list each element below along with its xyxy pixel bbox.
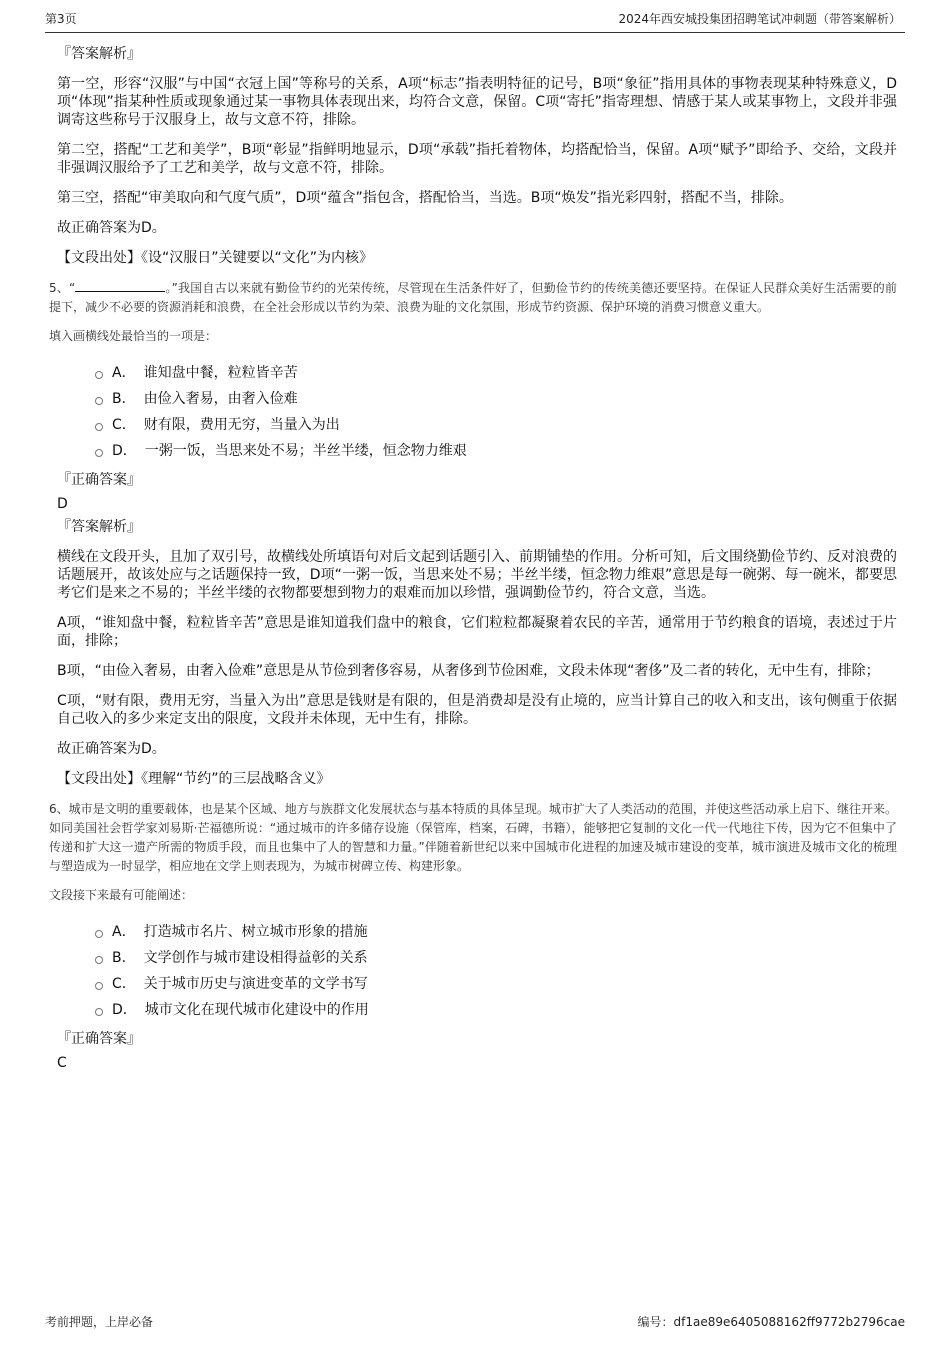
q4-explain-para-1: 第一空，形容“汉服”与中国“衣冠上国”等称号的关系，A项“标志”指表明特征的记号，B项“象征”指用具体的事物表现某种特殊意义，D项“体现”指某种性质或现象通过某一事物具体表现出来，均符合文意，保留。C项“寄托”指寄理想、情感于某人或某事物上，文段并非强调寄这些称号于汉服身上，故与文意不符，排除。 xyxy=(57,76,897,128)
q6-option-a[interactable]: A． 打造城市名片、树立城市形象的措施 xyxy=(95,919,897,945)
radio-icon[interactable] xyxy=(95,956,103,964)
q5-stem xyxy=(49,279,897,317)
q4-source: 【文段出处】《设“汉服日”关键要以“文化”为内核》 xyxy=(57,250,374,266)
radio-icon[interactable] xyxy=(95,397,103,405)
q4-explain-para-3: 第三空，搭配“审美取向和气度气质”，D项“蕴含”指包含，搭配恰当，当选。B项“焕发”指光彩四射，搭配不当，排除。 xyxy=(57,190,793,206)
document-title: 2024年西安城投集团招聘笔试冲刺题（带答案解析） xyxy=(618,12,901,26)
q5-stem-text: 。”我国自古以来就有勤俭节约的光荣传统，尽管现在生活条件好了，但勤俭节约的传统美德还要坚持。在保证人民群众美好生活需要的前提下，减少不必要的资源消耗和浪费，在全社会形成以节约为荣、浪费为耻的文化氛围，形成节约资源、保护环境的消费习惯意义重大。 xyxy=(49,281,897,314)
radio-icon[interactable] xyxy=(95,371,103,379)
q5-option-c[interactable]: C． 财有限，费用无穷，当量入为出 xyxy=(95,412,897,438)
q6-option-b[interactable]: B． 文学创作与城市建设相得益彰的关系 xyxy=(95,945,897,971)
q5-answer-label: 『正确答案』 xyxy=(57,472,141,488)
q5-answer: D xyxy=(57,496,68,512)
q5-explain-label: 『答案解析』 xyxy=(57,519,141,535)
q5-source: 【文段出处】《理解“节约”的三层战略含义》 xyxy=(57,771,331,787)
q6-stem: 6、城市是文明的重要载体，也是某个区域、地方与族群文化发展状态与基本特质的具体呈现。城市扩大了人类活动的范围，并使这些活动承上启下、继往开来。如同美国社会哲学家刘易斯·芒福德所说：“通过城市的许多储存设施（保管库，档案，石碑，书籍），能够把它复制的文化一代一代地往下传，因为它不但集中了传递和扩大这一遗产所需的物质手段，而且也集中了人的智慧和力量。”伴随着新世纪以来中国城市化进程的加速及城市建设的变革，城市演进及城市文化的梳理与塑造成为一时显学，相应地在文学上则表现为，为城市树碑立传、构建形象。 xyxy=(49,802,897,873)
q5-prompt: 填入画横线处最恰当的一项是： xyxy=(49,329,218,343)
q6-answer: C xyxy=(57,1055,67,1071)
q6-option-c[interactable]: C． 关于城市历史与演进变革的文学书写 xyxy=(95,971,897,997)
q5-options xyxy=(95,360,897,464)
page-number: 第3页 xyxy=(45,12,77,26)
q4-explain-label: 『答案解析』 xyxy=(57,46,141,62)
q5-explain-para-2: A项，“谁知盘中餐，粒粒皆辛苦”意思是谁知道我们盘中的粮食，它们粒粒都凝聚着农民的辛苦，通常用于节约粮食的语境，表述过于片面，排除； xyxy=(57,615,897,649)
q5-option-a[interactable]: A． 谁知盘中餐，粒粒皆辛苦 xyxy=(95,360,897,386)
radio-icon[interactable] xyxy=(95,423,103,431)
q5-option-b[interactable]: B． 由俭入奢易，由奢入俭难 xyxy=(95,386,897,412)
page-content xyxy=(49,45,897,1077)
q6-prompt: 文段接下来最有可能阐述： xyxy=(49,888,194,902)
q5-option-d[interactable]: D． 一粥一饭，当思来处不易；半丝半缕，恒念物力维艰 xyxy=(95,438,897,464)
q6-options xyxy=(95,919,897,1023)
q5-explain-para-4: C项，“财有限，费用无穷，当量入为出”意思是钱财是有限的，但是消费却是没有止境的，应当计算自己的收入和支出，该句侧重于依据自己收入的多少来定支出的限度，文段并未体现，无中生有，排除。 xyxy=(57,693,897,727)
q5-number: 5、 xyxy=(49,281,70,295)
radio-icon[interactable] xyxy=(95,982,103,990)
page-footer xyxy=(45,1312,905,1332)
q4-explain-conclusion: 故正确答案为D。 xyxy=(57,220,166,236)
q6-answer-label: 『正确答案』 xyxy=(57,1031,141,1047)
q6-option-d[interactable]: D． 城市文化在现代城市化建设中的作用 xyxy=(95,997,897,1023)
q5-open-quote: “ xyxy=(69,281,76,295)
radio-icon[interactable] xyxy=(95,449,103,457)
footer-note: 考前押题，上岸必备 xyxy=(45,1315,154,1329)
q5-explain-conclusion: 故正确答案为D。 xyxy=(57,741,166,757)
q4-explain-para-2: 第二空，搭配“工艺和美学”，B项“彰显”指鲜明地显示，D项“承载”指托着物体，均搭配恰当，保留。A项“赋予”即给予、交给，文段并非强调汉服给予了工艺和美学，故与文意不符，排除。 xyxy=(57,142,897,176)
page-header xyxy=(45,9,905,33)
q5-blank xyxy=(75,279,165,292)
q5-explain-para-3: B项，“由俭入奢易，由奢入俭难”意思是从节俭到奢侈容易，从奢侈到节俭困难，文段未体现“奢侈”及二者的转化，无中生有，排除； xyxy=(57,663,880,679)
radio-icon[interactable] xyxy=(95,930,103,938)
radio-icon[interactable] xyxy=(95,1008,103,1016)
q5-explain-para-1: 横线在文段开头，且加了双引号，故横线处所填语句对后文起到话题引入、前期铺垫的作用。分析可知，后文围绕勤俭节约、反对浪费的话题展开，故该处应与之话题保持一致，D项“一粥一饭，当思来处不易；半丝半缕，恒念物力维艰”意思是每一碗粥、每一碗米，都要思考它们是来之不易的；半丝半缕的衣物都要想到物力的艰难而加以珍惜，强调勤俭节约，符合文意，当选。 xyxy=(57,549,897,601)
footer-code: 编号：df1ae89e6405088162ff9772b2796cae xyxy=(637,1315,905,1329)
